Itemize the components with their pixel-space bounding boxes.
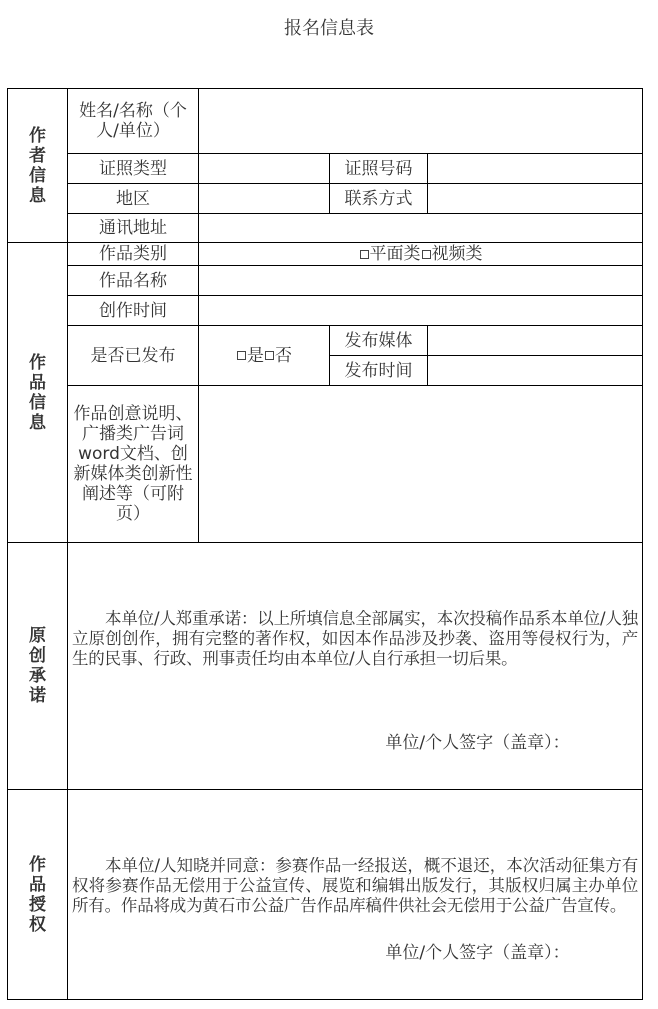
created-time-field[interactable] xyxy=(199,296,643,326)
created-time-label: 创作时间 xyxy=(68,296,199,326)
description-field[interactable] xyxy=(199,386,643,543)
id-type-label: 证照类型 xyxy=(68,154,199,184)
contact-label: 联系方式 xyxy=(330,184,428,214)
name-field[interactable] xyxy=(199,89,643,154)
category-options xyxy=(199,243,643,266)
checkbox-graphic[interactable] xyxy=(360,250,369,259)
name-label: 姓名/名称（个人/单位） xyxy=(68,89,199,154)
option-graphic-label: 平面类 xyxy=(369,244,421,264)
originality-pledge xyxy=(68,543,643,790)
address-field[interactable] xyxy=(199,214,643,243)
published-options xyxy=(199,326,330,386)
authorization-text: 本单位/人知晓并同意：参赛作品一经报送，概不退还，本次活动征集方有权将参赛作品无偿用于公益宣传、展览和编辑出版发行，其版权归属主办单位所有。作品将成为黄石市公益广告作品库稿件供社会无偿用于公益广告宣传。 xyxy=(72,856,638,915)
id-type-field[interactable] xyxy=(199,154,330,184)
option-yes-label: 是 xyxy=(247,345,264,366)
option-no-label: 否 xyxy=(275,345,292,366)
section-author-info: 作者信息 xyxy=(8,89,68,243)
page-title: 报名信息表 xyxy=(284,18,374,39)
checkbox-video[interactable] xyxy=(422,250,431,259)
work-name-label: 作品名称 xyxy=(68,266,199,296)
section-authorization: 作品授权 xyxy=(8,790,68,1000)
media-label: 发布媒体 xyxy=(330,326,428,356)
checkbox-yes[interactable] xyxy=(237,351,246,360)
region-field[interactable] xyxy=(199,184,330,214)
originality-text: 本单位/人郑重承诺：以上所填信息全部属实，本次投稿作品系本单位/人独立原创创作，拥有完整的著作权，如因本作品涉及抄袭、盗用等侵权行为，产生的民事、行政、刑事责任均由本单位/人自行承担一切后果。 xyxy=(72,609,638,668)
published-label: 是否已发布 xyxy=(68,326,199,386)
work-name-field[interactable] xyxy=(199,266,643,296)
authorization-statement xyxy=(68,790,643,1000)
originality-signature-label: 单位/个人签字（盖章）： xyxy=(385,733,570,753)
option-video-label: 视频类 xyxy=(431,244,483,264)
publish-time-label: 发布时间 xyxy=(330,356,428,386)
section-work-info: 作品信息 xyxy=(8,243,68,543)
media-field[interactable] xyxy=(428,326,643,356)
id-number-field[interactable] xyxy=(428,154,643,184)
checkbox-no[interactable] xyxy=(265,351,274,360)
publish-time-field[interactable] xyxy=(428,356,643,386)
id-number-label: 证照号码 xyxy=(330,154,428,184)
section-originality: 原创承诺 xyxy=(8,543,68,790)
region-label: 地区 xyxy=(68,184,199,214)
registration-form-table xyxy=(7,88,643,1000)
contact-field[interactable] xyxy=(428,184,643,214)
authorization-signature-label: 单位/个人签字（盖章）： xyxy=(385,943,570,963)
description-label: 作品创意说明、广播类广告词word文档、创新媒体类创新性阐述等（可附页） xyxy=(68,386,199,543)
category-label: 作品类别 xyxy=(68,243,199,266)
address-label: 通讯地址 xyxy=(68,214,199,243)
